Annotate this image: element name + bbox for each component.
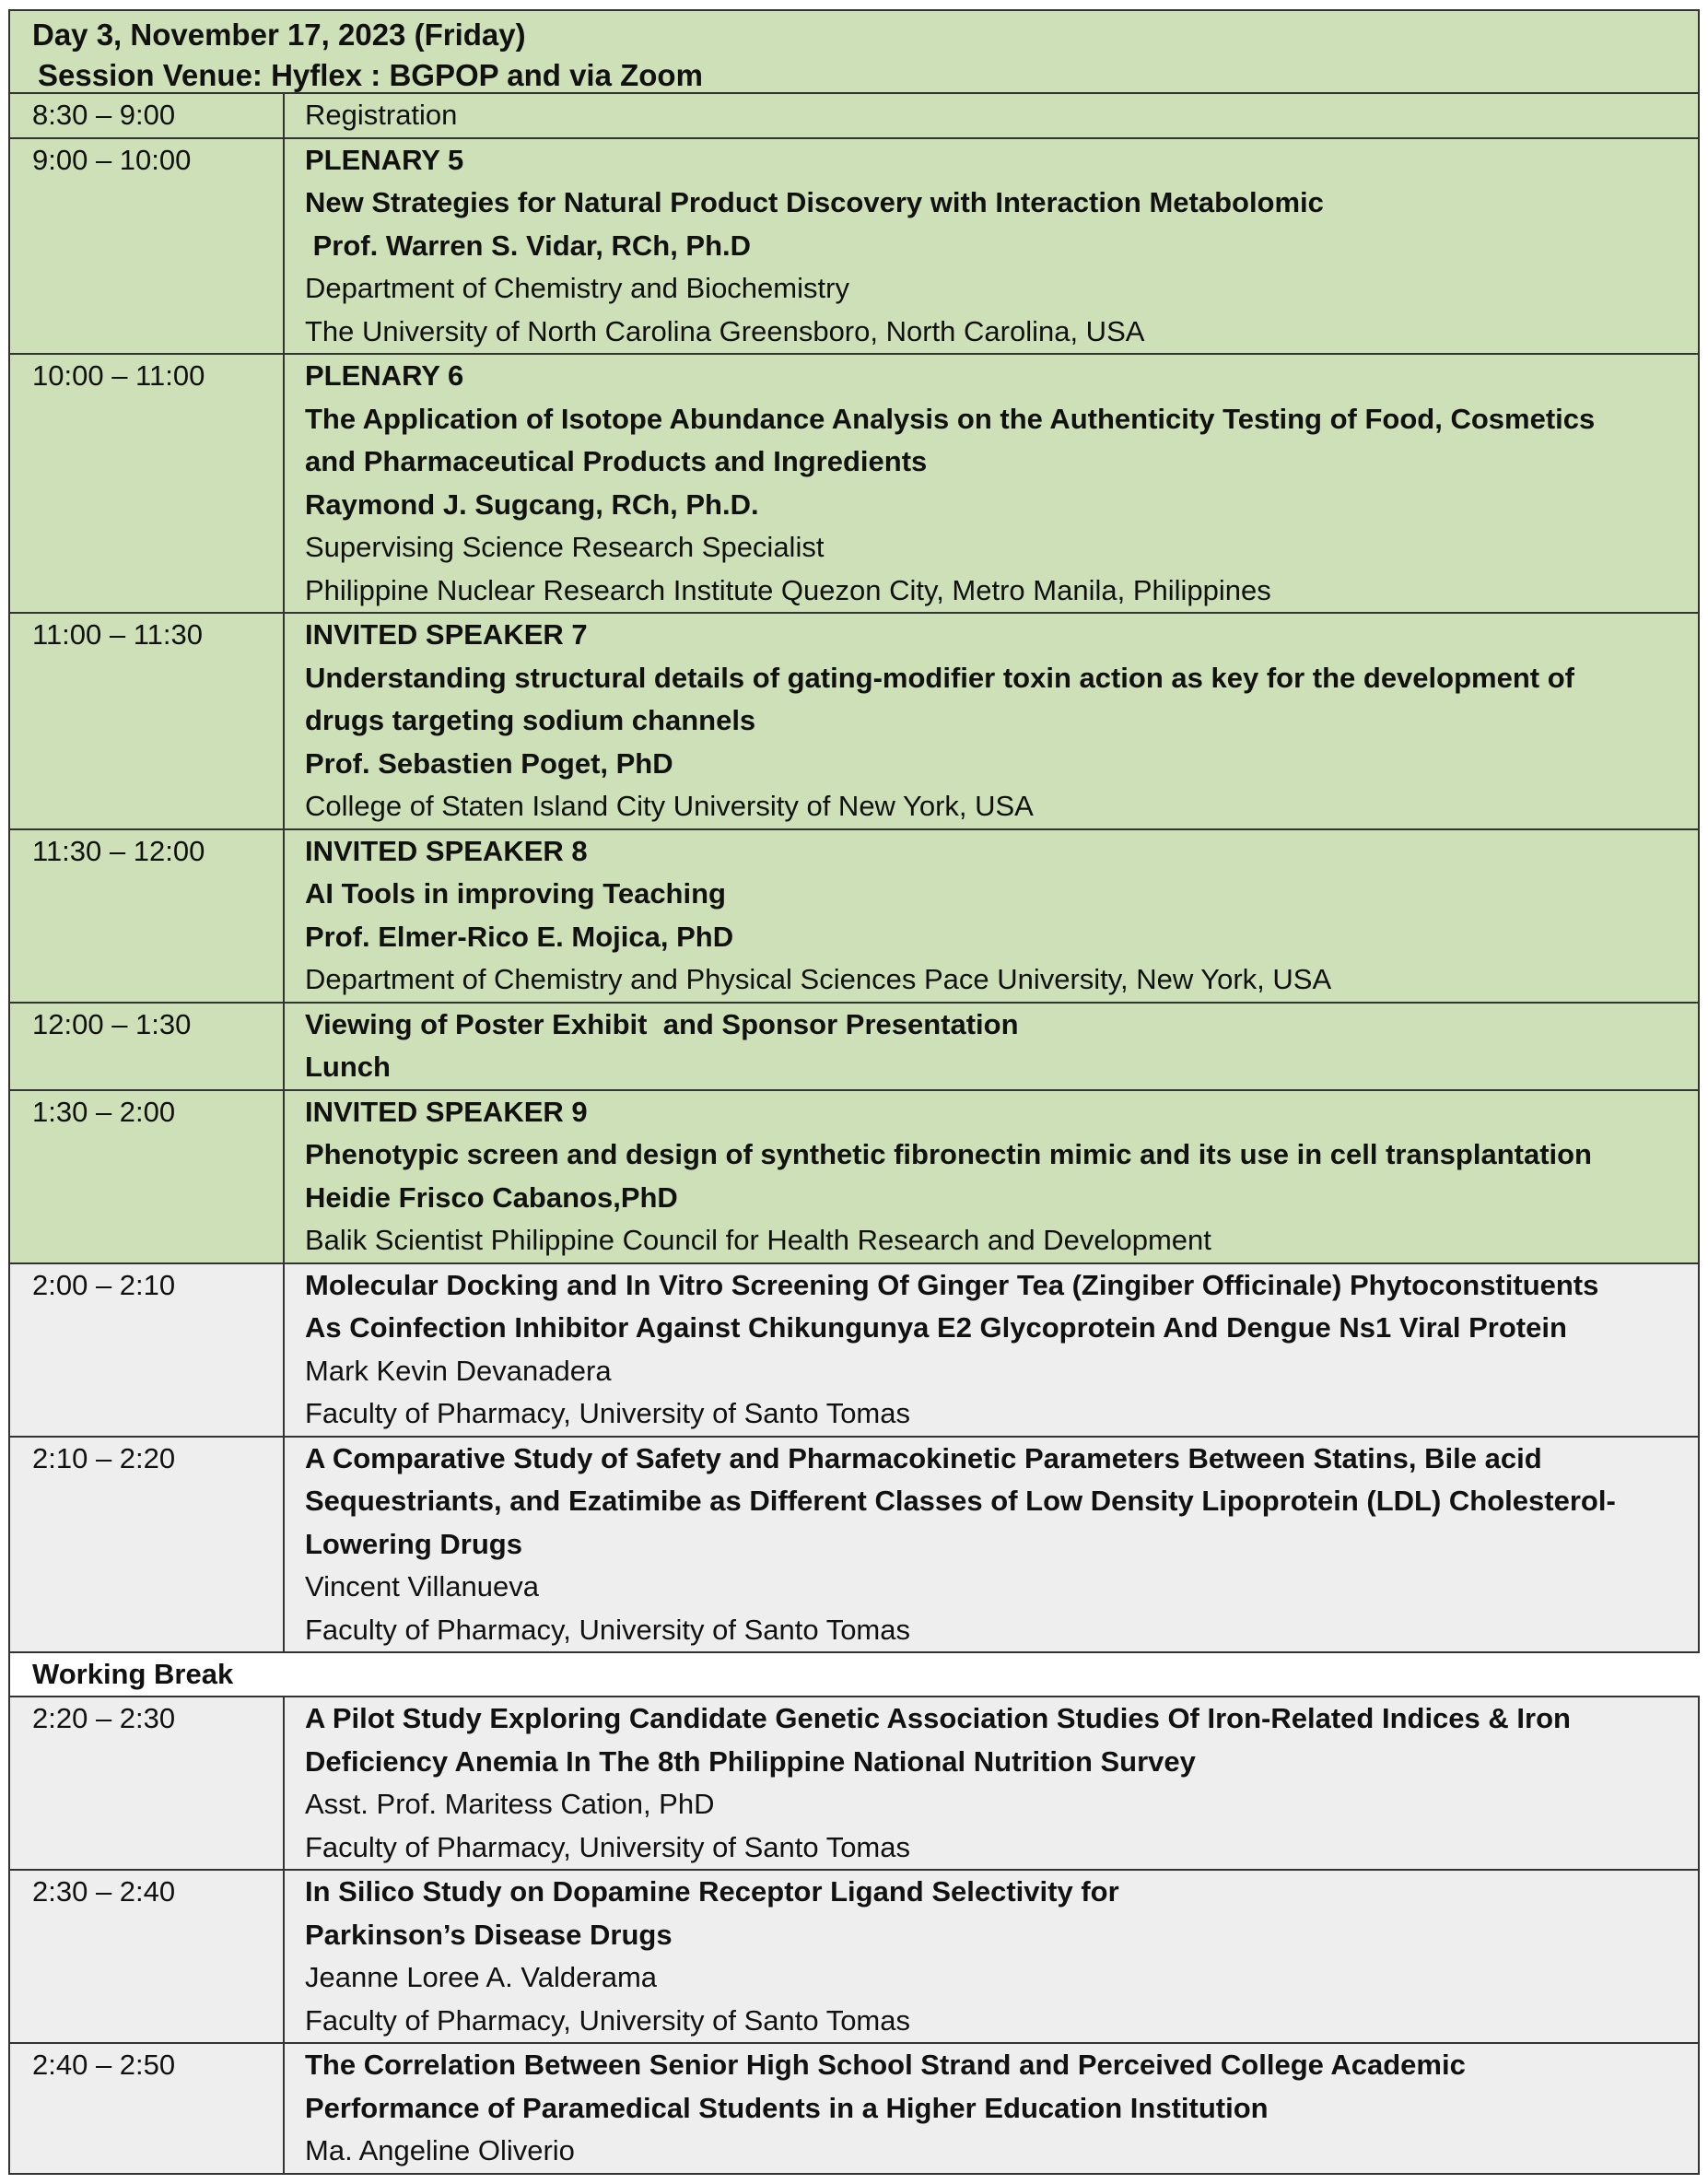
schedule-row-lunch (9, 1003, 1699, 1090)
speaker-name: Prof. Elmer-Rico E. Mojica, PhD (305, 920, 734, 953)
presenter-affiliation: Faculty of Pharmacy, University of Santo Tomas (305, 1830, 910, 1863)
time-slot: 1:30 – 2:00 (9, 1090, 284, 1263)
session-title: Lunch (305, 1051, 391, 1083)
paper-title: A Comparative Study of Safety and Pharmacokinetic Parameters Between Statins, Bile acid (305, 1441, 1542, 1474)
presenter-name: Ma. Angeline Oliverio (305, 2134, 575, 2166)
talk-title: New Strategies for Natural Product Discovery with Interaction Metabolomic (305, 186, 1324, 218)
time-slot: 2:30 – 2:40 (9, 1870, 284, 2043)
schedule-row-invited-speaker-8 (9, 829, 1699, 1003)
time-slot: 11:30 – 12:00 (9, 829, 284, 1003)
time-slot: 8:30 – 9:00 (9, 93, 284, 138)
talk-title: The Application of Isotope Abundance Analysis on the Authenticity Testing of Food, Cosmetics (305, 402, 1596, 435)
session-venue: Session Venue: Hyflex : BGPOP and via Zoom (38, 58, 703, 92)
presenter-affiliation: Faculty of Pharmacy, University of Santo Tomas (305, 1613, 910, 1646)
paper-title: Molecular Docking and In Vitro Screening Of Ginger Tea (Zingiber Officinale) Phytoconstituents (305, 1268, 1599, 1301)
schedule-row-plenary-5 (9, 138, 1699, 355)
paper-title: As Coinfection Inhibitor Against Chikungunya E2 Glycoprotein And Dengue Ns1 Viral Protein (305, 1311, 1567, 1344)
speaker-affiliation: Department of Chemistry and Physical Sciences Pace University, New York, USA (305, 963, 1332, 995)
paper-title: Sequestriants, and Ezatimibe as Different Classes of Low Density Lipoprotein (LDL) Cholesterol- (305, 1485, 1616, 1517)
schedule-row-working-break (9, 1652, 1699, 1697)
time-slot: 2:00 – 2:10 (9, 1263, 284, 1437)
session-label: PLENARY 6 (305, 359, 464, 392)
day-header (8, 9, 1700, 92)
time-slot: 10:00 – 11:00 (9, 354, 284, 613)
paper-title: A Pilot Study Exploring Candidate Genetic Association Studies Of Iron-Related Indices & Iron (305, 1702, 1571, 1734)
session-label: INVITED SPEAKER 8 (305, 834, 588, 867)
paper-title: Deficiency Anemia In The 8th Philippine National Nutrition Survey (305, 1744, 1196, 1778)
session-details (284, 613, 1699, 829)
session-details (284, 2043, 1699, 2174)
break-cell (9, 1652, 1699, 1697)
session-details (284, 1263, 1699, 1437)
speaker-affiliation: The University of North Carolina Greensboro, North Carolina, USA (305, 314, 1145, 347)
presenter-affiliation: Faculty of Pharmacy, University of Santo Tomas (305, 1397, 910, 1429)
break-label: Working Break (32, 1658, 234, 1690)
schedule-row-paper (9, 1437, 1699, 1653)
presenter-affiliation: Faculty of Pharmacy, University of Santo Tomas (305, 2003, 910, 2037)
speaker-name: Prof. Warren S. Vidar, RCh, Ph.D (305, 229, 752, 262)
session-details (284, 1003, 1699, 1090)
talk-title: Phenotypic screen and design of synthetic fibronectin mimic and its use in cell transplantation (305, 1138, 1592, 1170)
schedule-row-invited-speaker-7 (9, 613, 1699, 829)
schedule-row-paper (9, 1697, 1699, 1870)
session-details (284, 1697, 1699, 1870)
presenter-name: Mark Kevin Devanadera (305, 1354, 612, 1387)
schedule-row-plenary-6 (9, 354, 1699, 613)
talk-title: Understanding structural details of gating-modifier toxin action as key for the development of (305, 661, 1574, 694)
session-details (284, 138, 1699, 355)
session-title: Registration (305, 99, 458, 131)
session-details (284, 93, 1699, 138)
talk-title: and Pharmaceutical Products and Ingredients (305, 445, 928, 477)
presenter-name: Vincent Villanueva (305, 1570, 539, 1603)
session-details (284, 1437, 1699, 1653)
session-title: Viewing of Poster Exhibit and Sponsor Presentation (305, 1007, 1019, 1040)
session-label: PLENARY 5 (305, 143, 464, 176)
paper-title: Parkinson’s Disease Drugs (305, 1918, 673, 1951)
session-details (284, 1870, 1699, 2043)
speaker-name: Raymond J. Sugcang, RCh, Ph.D. (305, 487, 759, 521)
time-slot: 12:00 – 1:30 (9, 1003, 284, 1090)
time-slot: 11:00 – 11:30 (9, 613, 284, 829)
time-slot: 9:00 – 10:00 (9, 138, 284, 355)
speaker-name: Prof. Sebastien Poget, PhD (305, 746, 673, 780)
time-slot: 2:10 – 2:20 (9, 1437, 284, 1653)
paper-title: Lowering Drugs (305, 1527, 522, 1560)
speaker-affiliation: College of Staten Island City University of New York, USA (305, 790, 1034, 822)
schedule-row-paper (9, 1870, 1699, 2043)
paper-title: The Correlation Between Senior High School Strand and Perceived College Academic (305, 2049, 1466, 2081)
schedule-row-paper (9, 1263, 1699, 1437)
speaker-affiliation: Balik Scientist Philippine Council for Health Research and Development (305, 1224, 1211, 1256)
session-label: INVITED SPEAKER 9 (305, 1095, 588, 1128)
time-slot: 2:40 – 2:50 (9, 2043, 284, 2174)
speaker-position: Supervising Science Research Specialist (305, 531, 825, 563)
session-details (284, 354, 1699, 613)
schedule-page (8, 9, 1700, 2175)
talk-title: drugs targeting sodium channels (305, 704, 756, 736)
paper-title: In Silico Study on Dopamine Receptor Ligand Selectivity for (305, 1875, 1119, 1908)
presenter-name: Jeanne Loree A. Valderama (305, 1961, 658, 1993)
schedule-row-paper (9, 2043, 1699, 2174)
speaker-affiliation: Department of Chemistry and Biochemistry (305, 272, 849, 304)
time-slot: 2:20 – 2:30 (9, 1697, 284, 1870)
speaker-affiliation: Philippine Nuclear Research Institute Quezon City, Metro Manila, Philippines (305, 573, 1271, 606)
session-details (284, 1090, 1699, 1263)
talk-title: AI Tools in improving Teaching (305, 877, 726, 910)
paper-title: Performance of Paramedical Students in a Higher Education Institution (305, 2091, 1269, 2124)
schedule-table (8, 92, 1700, 2175)
session-label: INVITED SPEAKER 7 (305, 618, 588, 651)
speaker-name: Heidie Frisco Cabanos,PhD (305, 1180, 678, 1214)
session-details (284, 829, 1699, 1003)
schedule-row-invited-speaker-9 (9, 1090, 1699, 1263)
schedule-row-registration (9, 93, 1699, 138)
presenter-name: Asst. Prof. Maritess Cation, PhD (305, 1788, 715, 1820)
day-title: Day 3, November 17, 2023 (Friday) (32, 18, 526, 52)
